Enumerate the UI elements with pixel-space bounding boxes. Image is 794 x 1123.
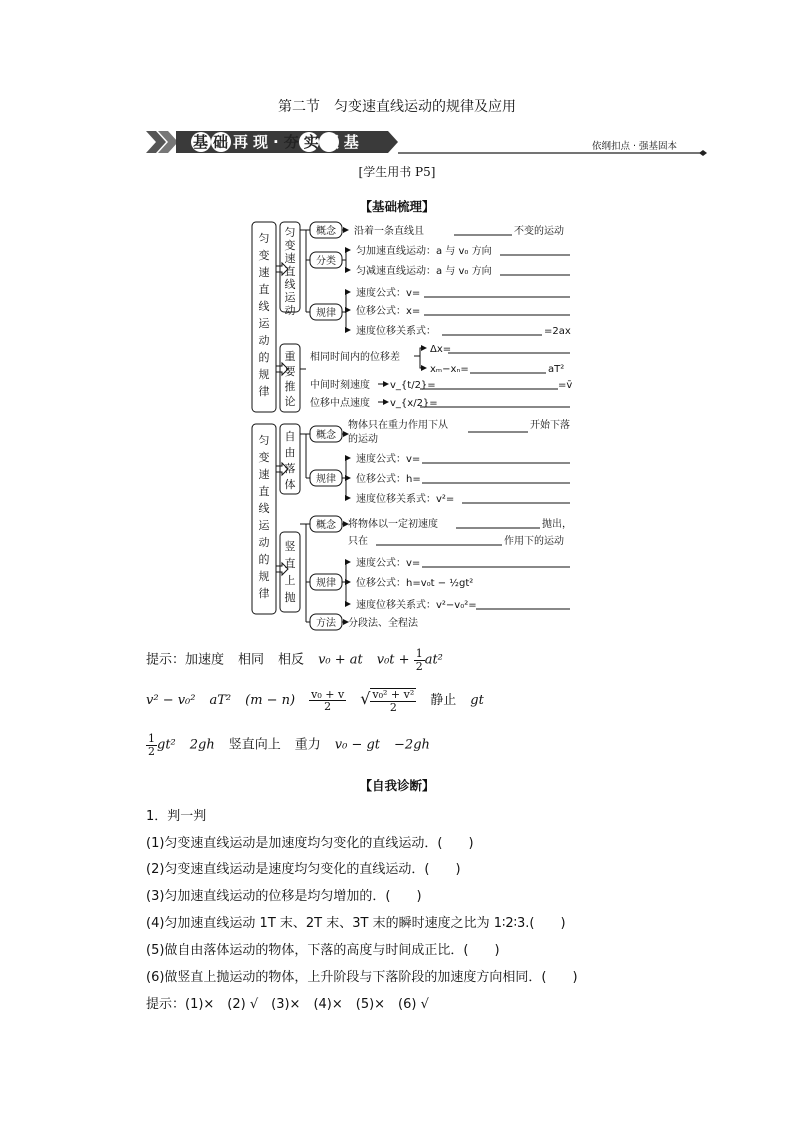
d-concept-line2-tail: 作用下的运动: [504, 536, 564, 547]
b-mid-time-tail: =v̄: [558, 380, 573, 391]
hint-5-half: $\frac{1}{2}$: [415, 647, 423, 673]
banner-dot: ·: [273, 133, 284, 151]
a-deceleration: 匀减速直线运动：a 与 v₀ 方向: [356, 266, 492, 277]
hint-7: aT²: [209, 693, 232, 709]
b-mid-time: 中间时刻速度: [310, 380, 370, 391]
b-adjacent-diff: 相同时间内的位移差: [310, 352, 400, 363]
hint-1: 加速度: [185, 652, 225, 668]
section-heading-self-check: 【自我诊断】: [359, 778, 435, 793]
d-velocity-formula: 速度公式：v=: [356, 558, 421, 569]
hint-line-3: [146, 733, 430, 757]
box-concept-2: 概念: [316, 430, 336, 441]
b-delta-x: Δx=: [430, 344, 452, 355]
hint-prefix: 提示：: [146, 652, 186, 668]
box-law-3: 规律: [316, 578, 336, 589]
hint-18: −2gh: [394, 737, 430, 753]
d-concept-line1-tail: 抛出，: [542, 519, 572, 530]
quiz-item-2: (2)匀变速直线运动是速度均匀变化的直线运动．( ): [146, 862, 461, 877]
a-velocity-formula: 速度公式：v=: [356, 288, 421, 299]
banner-part3: 夯实: [283, 133, 324, 151]
a-concept: 沿着一条直线且: [354, 226, 424, 237]
box-category: 分类: [316, 256, 336, 267]
box-concept-3: 概念: [316, 520, 336, 531]
page-title: 第二节 匀变速直线运动的规律及应用: [278, 99, 516, 115]
c-concept-line1: 物体只在重力作用下从: [348, 420, 448, 431]
hint-13-half: $\frac{1}{2}$: [148, 732, 155, 758]
d-displacement-formula: 位移公式：h=v₀t − ½gt²: [356, 578, 474, 589]
quiz-item-4: (4)匀加速直线运动 1T 末、2T 末、3T 末的瞬时速度之比为 1∶2∶3.( ): [146, 916, 566, 931]
box-law-1: 规律: [316, 308, 336, 319]
d-method: 分段法、全程法: [348, 618, 418, 629]
group2-branch1-vertical: 自由落体: [284, 430, 296, 491]
hint-10-fraction: $\frac{\text{v₀² + v²}}{2}$: [372, 688, 415, 714]
hint-3: 相反: [278, 652, 305, 668]
b-mid-disp: 位移中点速度: [310, 398, 370, 409]
hint-5b: at²: [424, 652, 443, 668]
section-heading-basics: 【基础梳理】: [359, 199, 435, 214]
c-concept-line1-tail: 开始下落: [530, 420, 570, 431]
hint-9-fraction: $\frac{\text{v₀ + v}}{2}$: [311, 687, 345, 714]
quiz-item-5: (5)做自由落体运动的物体，下落的高度与时间成正比．( ): [146, 943, 500, 958]
banner-motto: 依纲扣点 · 强基固本: [592, 141, 678, 152]
d-concept-line1: 将物体以一定初速度: [348, 519, 438, 530]
a-relation-tail: =2ax: [544, 326, 571, 337]
hint-14: 2gh: [189, 737, 215, 753]
b-mid-disp-sym: v_{x/2}=: [390, 398, 438, 409]
hint-8: (m − n): [245, 693, 296, 709]
book-reference: [学生用书 P5]: [358, 165, 436, 179]
banner-part1: 基础: [193, 133, 234, 151]
hint-line-2: v² − v₀² aT² (m − n) $\frac{\text{v₀ + v}}{2}$ √ $\frac{\text{v₀² + v²}}{2}$ 静止 gt: [146, 687, 484, 714]
group2-root-vertical: 匀变速直线运动的规律: [258, 434, 270, 600]
group1-branch1-vertical: 匀变速直线运动: [284, 226, 296, 317]
hint-4: v₀ + at: [318, 652, 363, 668]
hint-13: gt²: [157, 737, 176, 753]
quiz-item-6: (6)做竖直上抛运动的物体，上升阶段与下落阶段的加速度方向相同．( ): [146, 970, 578, 985]
hint-6: v² − v₀²: [146, 693, 196, 709]
a-relation-formula: 速度位移关系式：: [356, 326, 436, 337]
hint-2: 相同: [238, 652, 265, 668]
banner-part2: 再现: [233, 133, 274, 151]
c-relation-formula: 速度位移关系式：v²=: [356, 494, 455, 505]
d-concept-line2: 只在: [348, 536, 368, 547]
c-velocity-formula: 速度公式：v=: [356, 454, 421, 465]
hint-16: 重力: [294, 737, 321, 753]
quiz-item-3: (3)匀加速直线运动的位移是均匀增加的．( ): [146, 889, 422, 904]
hint-17: v₀ − gt: [334, 737, 381, 753]
b-mid-time-sym: v_{t/2}=: [390, 380, 436, 391]
c-displacement-formula: 位移公式：h=: [356, 474, 421, 485]
group1-branch2-vertical: 重要推论: [284, 350, 296, 408]
a-displacement-formula: 位移公式：x=: [356, 306, 421, 317]
b-xm-xn: xₘ−xₙ=: [430, 364, 469, 375]
hint-12: gt: [470, 693, 484, 709]
hint-5a: v₀t +: [376, 652, 410, 668]
group2-branch2-vertical: 竖直上抛: [284, 540, 296, 604]
hint-15: 竖直向上: [228, 737, 281, 753]
quiz-item-1: (1)匀变速直线运动是加速度均匀变化的直线运动．( ): [146, 836, 474, 851]
b-xm-tail: aT²: [548, 364, 565, 375]
box-law-2: 规律: [316, 474, 336, 485]
a-acceleration: 匀加速直线运动：a 与 v₀ 方向: [356, 246, 492, 257]
hint-line-1: [146, 648, 443, 672]
box-concept-1: 概念: [316, 226, 336, 237]
quiz-heading: 1．判一判: [146, 809, 207, 824]
concept-map: [244, 214, 574, 634]
banner-part4: 双基: [323, 133, 364, 151]
quiz-answer: 提示：(1)× (2) √ (3)× (4)× (5)× (6) √: [146, 997, 429, 1012]
group1-root-vertical: 匀变速直线运动的规律: [258, 232, 270, 398]
c-concept-line2: 的运动: [348, 434, 378, 445]
a-concept-tail: 不变的运动: [514, 226, 564, 237]
box-method: 方法: [316, 618, 336, 629]
d-relation-formula: 速度位移关系式：v²−v₀²=: [356, 600, 477, 611]
hint-11: 静止: [430, 693, 457, 709]
banner-text: [193, 131, 364, 152]
